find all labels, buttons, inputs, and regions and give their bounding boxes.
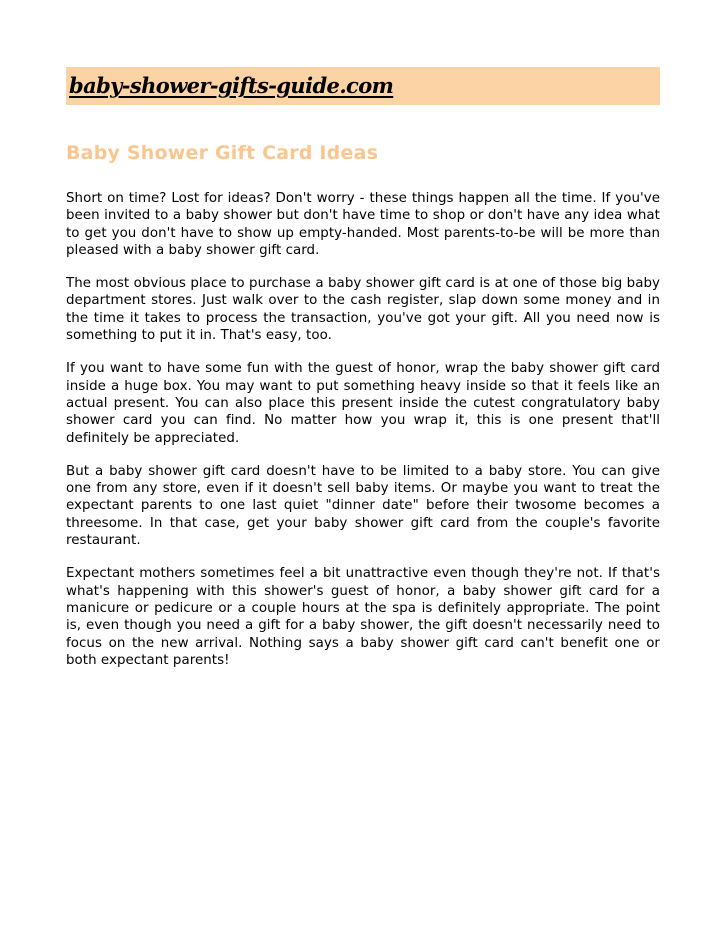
- site-header-banner: [66, 67, 660, 105]
- paragraph-3: If you want to have some fun with the guest of honor, wrap the baby shower gift card inside a huge box. You may want to put something heavy inside so that it feels like an actual present. You can also place this present inside the cutest congratulatory baby shower card you can find. No matter how you wrap it, this is one present that'll definitely be appreciated.: [66, 361, 660, 446]
- site-name-link[interactable]: baby-shower-gifts-guide.com: [69, 73, 394, 98]
- paragraph-1: Short on time? Lost for ideas? Don't worry - these things happen all the time. If you've been invited to a baby shower but don't have time to shop or don't have any idea what to get you don't have to show up empty-handed. Most parents-to-be will be more than pleased with a baby shower gift card.: [66, 191, 660, 258]
- article-title: Baby Shower Gift Card Ideas: [66, 142, 379, 164]
- paragraph-4: But a baby shower gift card doesn't have to be limited to a baby store. You can give one from any store, even if it doesn't sell baby items. Or maybe you want to treat the expectant parents to one last quiet "dinner date" before their twosome becomes a threesome. In that case, get your baby shower gift card from the couple's favorite restaurant.: [66, 463, 660, 549]
- article-body: [66, 190, 660, 685]
- paragraph-2: The most obvious place to purchase a baby shower gift card is at one of those big baby department stores. Just walk over to the cash register, slap down some money and in the time it takes to process the transaction, you've got your gift. All you need now is something to put it in. That's easy, too.: [66, 276, 660, 344]
- paragraph-5: Expectant mothers sometimes feel a bit unattractive even though they're not. If that's what's happening with this shower's guest of honor, a baby shower gift card for a manicure or pedicure or a couple hours at the spa is definitely appropriate. The point is, even though you need a gift for a baby shower, the gift doesn't necessarily need to focus on the new arrival. Nothing says a baby shower gift card can't benefit one or both expectant parents!: [66, 566, 660, 668]
